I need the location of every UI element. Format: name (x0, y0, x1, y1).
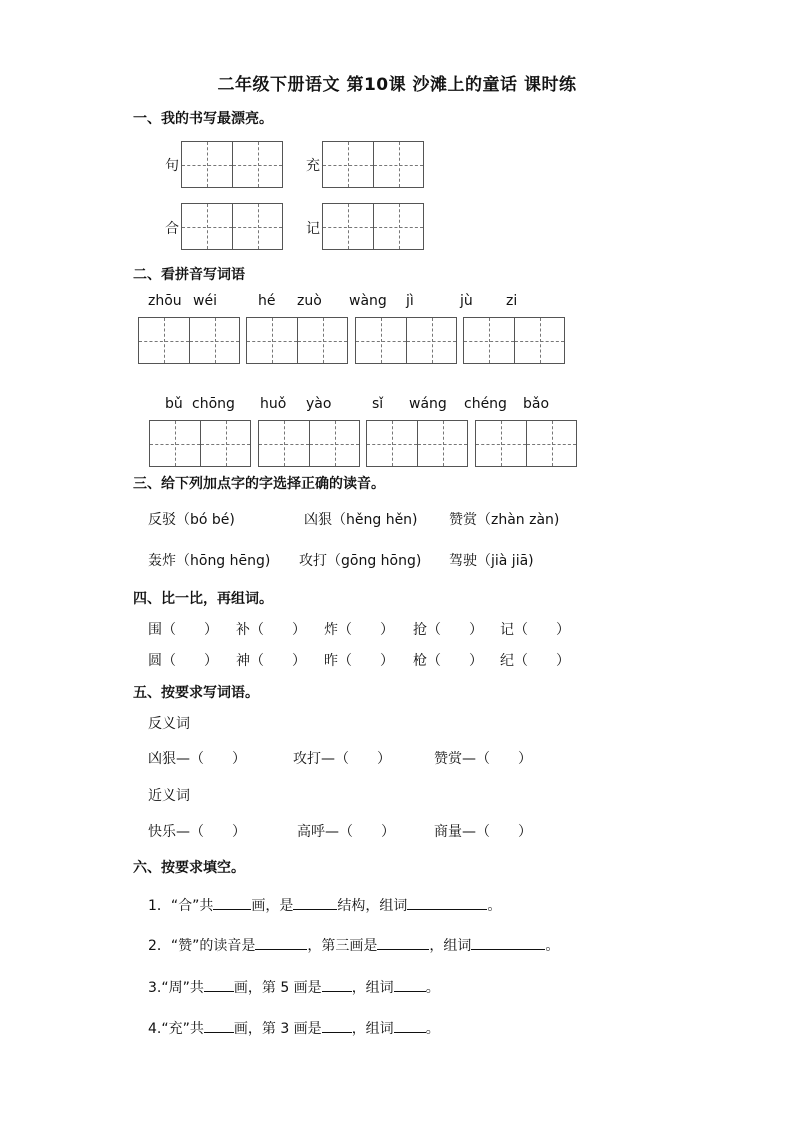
pinyin: jù (460, 293, 473, 309)
word-blank[interactable]: 凶狠—（ ） (148, 751, 246, 767)
section-6-heading: 六、按要求填空。 (133, 860, 245, 876)
writing-grid[interactable] (246, 317, 348, 364)
page-title: 二年级下册语文 第10课 沙滩上的童话 课时练 (217, 75, 577, 95)
pinyin: bǔ (165, 396, 183, 412)
pinyin: sǐ (372, 396, 384, 412)
word-blank[interactable]: 攻打—（ ） (293, 751, 391, 767)
antonym-label: 反义词 (148, 716, 190, 732)
writing-grid[interactable] (475, 420, 577, 467)
word-blank[interactable]: 炸（ ） (324, 622, 394, 638)
word-blank[interactable]: 记（ ） (500, 622, 570, 638)
answer-blank[interactable] (394, 977, 426, 992)
section-1-heading: 一、我的书写最漂亮。 (133, 111, 273, 127)
pinyin: zuò (297, 293, 322, 309)
pinyin: bǎo (523, 396, 550, 412)
answer-blank[interactable] (322, 977, 352, 992)
pronunciation-choice[interactable]: 攻打（gōng hōng) (299, 553, 422, 569)
answer-blank[interactable] (293, 895, 337, 910)
word-blank[interactable]: 商量—（ ） (434, 824, 532, 840)
word-blank[interactable]: 赞赏—（ ） (434, 751, 532, 767)
writing-grid[interactable] (258, 420, 360, 467)
answer-blank[interactable] (407, 895, 487, 910)
writing-grid[interactable] (366, 420, 468, 467)
fill-question-3: 3.“周”共 画，第 5 画是 ，组词 。 (148, 977, 440, 997)
word-blank[interactable]: 抢（ ） (413, 622, 483, 638)
pronunciation-choice[interactable]: 轰炸（hōng hēng) (148, 553, 271, 569)
pronunciation-choice[interactable]: 凶狠（hěng hěn) (304, 512, 418, 528)
char-label: 充 (306, 158, 320, 174)
answer-blank[interactable] (471, 935, 545, 950)
pinyin: wàng (349, 293, 387, 309)
word-blank[interactable]: 高呼—（ ） (297, 824, 395, 840)
word-blank[interactable]: 圆（ ） (148, 653, 218, 669)
pinyin: zi (506, 293, 518, 309)
section-5-heading: 五、按要求写词语。 (133, 685, 259, 701)
word-blank[interactable]: 快乐—（ ） (148, 824, 246, 840)
synonym-label: 近义词 (148, 788, 190, 804)
fill-question-4: 4.“充”共 画，第 3 画是 ，组词 。 (148, 1018, 440, 1038)
answer-blank[interactable] (213, 895, 251, 910)
pinyin: hé (258, 293, 276, 309)
pinyin: zhōu (148, 293, 182, 309)
char-label: 合 (165, 221, 179, 237)
pinyin: jì (406, 293, 414, 309)
word-blank[interactable]: 围（ ） (148, 622, 218, 638)
pinyin: wáng (409, 396, 447, 412)
section-3-heading: 三、给下列加点字的字选择正确的读音。 (133, 476, 385, 492)
writing-grid[interactable] (149, 420, 251, 467)
section-2-heading: 二、看拼音写词语 (133, 267, 245, 283)
pinyin: wéi (193, 293, 217, 309)
answer-blank[interactable] (322, 1018, 352, 1033)
pronunciation-choice[interactable]: 赞赏（zhàn zàn) (449, 512, 560, 528)
pinyin: huǒ (260, 396, 287, 412)
pinyin: chōng (192, 396, 235, 412)
answer-blank[interactable] (204, 977, 234, 992)
pinyin: yào (306, 396, 332, 412)
word-blank[interactable]: 昨（ ） (324, 653, 394, 669)
char-label: 记 (306, 221, 320, 237)
writing-grid[interactable] (355, 317, 457, 364)
writing-grid[interactable] (322, 203, 424, 250)
writing-grid[interactable] (463, 317, 565, 364)
answer-blank[interactable] (394, 1018, 426, 1033)
word-blank[interactable]: 补（ ） (236, 622, 306, 638)
section-4-heading: 四、比一比，再组词。 (133, 591, 273, 607)
word-blank[interactable]: 纪（ ） (500, 653, 570, 669)
pinyin: chéng (464, 396, 507, 412)
answer-blank[interactable] (377, 935, 429, 950)
fill-question-2: 2．“赞”的读音是 ，第三画是 ，组词 。 (148, 935, 559, 955)
word-blank[interactable]: 神（ ） (236, 653, 306, 669)
writing-grid[interactable] (322, 141, 424, 188)
answer-blank[interactable] (255, 935, 307, 950)
writing-grid[interactable] (138, 317, 240, 364)
writing-grid[interactable] (181, 203, 283, 250)
pronunciation-choice[interactable]: 驾驶（jià jiā) (449, 553, 534, 569)
writing-grid[interactable] (181, 141, 283, 188)
word-blank[interactable]: 枪（ ） (413, 653, 483, 669)
answer-blank[interactable] (204, 1018, 234, 1033)
fill-question-1: 1．“合”共 画，是 结构，组词 。 (148, 895, 501, 915)
char-label: 句 (165, 158, 179, 174)
pronunciation-choice[interactable]: 反驳（bó bé) (148, 512, 235, 528)
